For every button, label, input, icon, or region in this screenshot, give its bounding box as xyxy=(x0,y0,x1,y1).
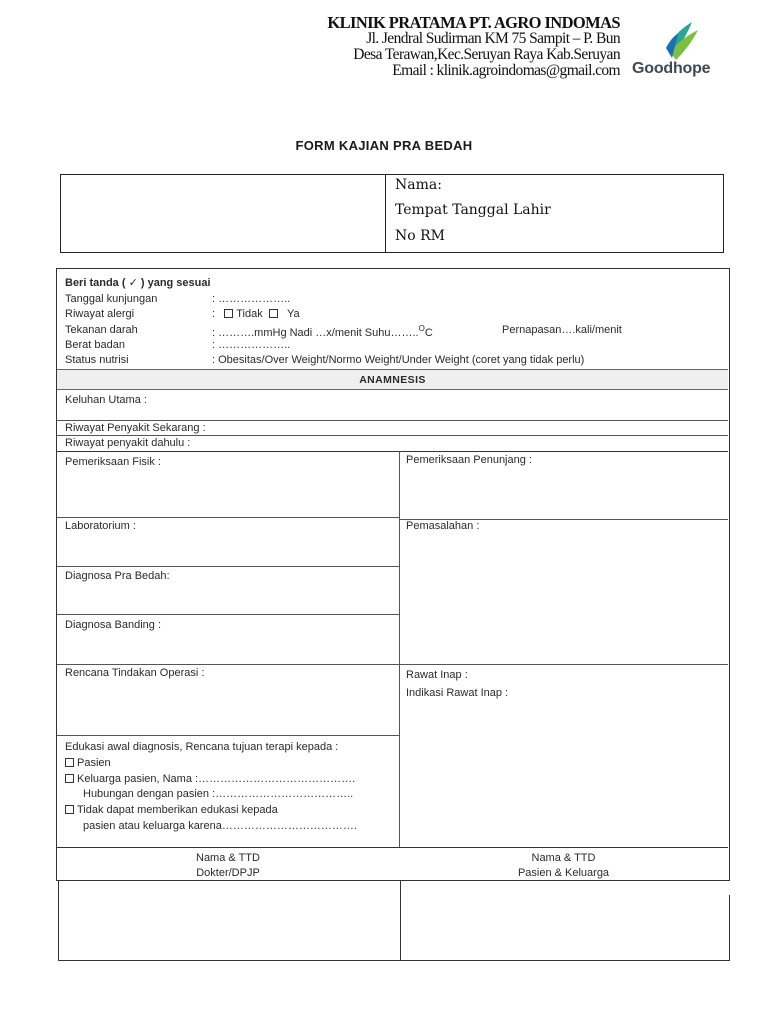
column-divider xyxy=(399,451,400,847)
clinic-header xyxy=(300,14,620,79)
edu-unable-reason: pasien atau keluarga karena………………………………. xyxy=(83,820,357,832)
form-title: FORM KAJIAN PRA BEDAH xyxy=(295,138,473,153)
allergy-yes-checkbox[interactable] xyxy=(269,309,278,318)
divider xyxy=(57,517,399,518)
rm-label: No RM xyxy=(395,228,446,244)
laboratory-label: Laboratorium : xyxy=(65,520,136,532)
education-title: Edukasi awal diagnosis, Rencana tujuan terapi kepada : xyxy=(65,741,339,753)
problems-label: Pemasalahan : xyxy=(406,520,480,532)
inpatient-label: Rawat Inap : xyxy=(406,669,468,681)
physical-exam-label: Pemeriksaan Fisik : xyxy=(65,456,161,468)
birth-label: Tempat Tanggal Lahir xyxy=(395,202,551,218)
clinic-name: KLINIK PRATAMA PT. AGRO INDOMAS xyxy=(327,13,620,32)
divider xyxy=(57,435,728,436)
edu-family-checkbox[interactable] xyxy=(65,774,74,783)
divider xyxy=(57,614,399,615)
temp-unit: C xyxy=(424,327,433,339)
clinic-address-1: Jl. Jendral Sudirman KM 75 Sampit – P. Bun xyxy=(366,30,620,47)
divider xyxy=(57,664,728,665)
signature-right-border xyxy=(729,895,730,961)
divider xyxy=(57,847,728,848)
assessment-form xyxy=(56,268,730,881)
nutrition-value: : Obesitas/Over Weight/Normo Weight/Under Weight (coret yang tidak perlu) xyxy=(212,354,585,366)
edu-patient-checkbox[interactable] xyxy=(65,758,74,767)
check-mark-icon: ✓ xyxy=(128,277,138,289)
sign-left-title: Nama & TTD xyxy=(196,852,260,864)
bp-label: Tekanan darah xyxy=(65,324,138,336)
visit-date-value: : ……………….. xyxy=(212,293,291,305)
instruction-line xyxy=(65,276,211,289)
edu-option-family xyxy=(65,773,355,785)
sign-left-role: Dokter/DPJP xyxy=(196,867,260,879)
vitals-line xyxy=(212,324,433,339)
allergy-no-label: Tidak xyxy=(236,308,263,320)
patient-id-box xyxy=(60,174,724,253)
supporting-exam-label: Pemeriksaan Penunjang : xyxy=(406,454,532,466)
instruction-suffix: ) yang sesuai xyxy=(140,277,211,289)
edu-unable-label: Tidak dapat memberikan edukasi kepada xyxy=(77,804,278,816)
weight-label: Berat badan xyxy=(65,339,125,351)
edu-family-label: Keluarga pasien, Nama :……………………………………. xyxy=(77,773,356,785)
name-label: Nama: xyxy=(395,177,442,193)
inpatient-indication-label: Indikasi Rawat Inap : xyxy=(406,687,509,699)
chief-complaint-label: Keluhan Utama : xyxy=(65,394,147,406)
instruction-prefix: Beri tanda ( xyxy=(65,277,126,289)
signature-divider xyxy=(400,881,401,961)
sign-right-role: Pasien & Keluarga xyxy=(517,867,610,879)
past-illness-label: Riwayat penyakit dahulu : xyxy=(65,437,191,449)
allergy-no-checkbox[interactable] xyxy=(224,309,233,318)
divider xyxy=(57,451,728,452)
divider xyxy=(57,735,399,736)
anamnesis-heading: ANAMNESIS xyxy=(57,369,728,390)
edu-patient-label: Pasien xyxy=(77,757,111,769)
id-box-divider xyxy=(385,175,386,253)
preop-diagnosis-label: Diagnosa Pra Bedah: xyxy=(65,570,170,582)
temp-degree: O xyxy=(418,324,425,333)
edu-option-unable xyxy=(65,804,278,816)
allergy-yes-label: Ya xyxy=(286,308,300,320)
surgery-plan-label: Rencana Tindakan Operasi : xyxy=(65,667,205,679)
visit-date-label: Tanggal kunjungan xyxy=(65,293,158,305)
edu-unable-checkbox[interactable] xyxy=(65,805,74,814)
divider xyxy=(57,420,728,421)
signature-area xyxy=(58,881,730,961)
divider xyxy=(57,566,399,567)
clinic-address-2: Desa Terawan,Kec.Seruyan Raya Kab.Seruyan xyxy=(353,46,620,63)
edu-option-patient xyxy=(65,757,111,769)
allergy-label: Riwayat alergi xyxy=(65,308,135,320)
resp-value: Pernapasan….kali/menit xyxy=(502,324,622,336)
sign-right-title: Nama & TTD xyxy=(531,852,596,864)
allergy-options xyxy=(212,308,300,320)
clinic-email: Email : klinik.agroindomas@gmail.com xyxy=(392,62,620,79)
bp-value: : ……….mmHg Nadi …x/menit Suhu…….. xyxy=(212,327,419,339)
nutrition-label: Status nutrisi xyxy=(65,354,129,366)
logo-text: Goodhope xyxy=(632,60,711,77)
allergy-colon: : xyxy=(212,308,216,320)
edu-relation: Hubungan dengan pasien :……………………………….. xyxy=(83,788,354,800)
differential-diagnosis-label: Diagnosa Banding : xyxy=(65,619,162,631)
weight-value: : ……………….. xyxy=(212,339,291,351)
current-illness-label: Riwayat Penyakit Sekarang : xyxy=(65,422,206,434)
